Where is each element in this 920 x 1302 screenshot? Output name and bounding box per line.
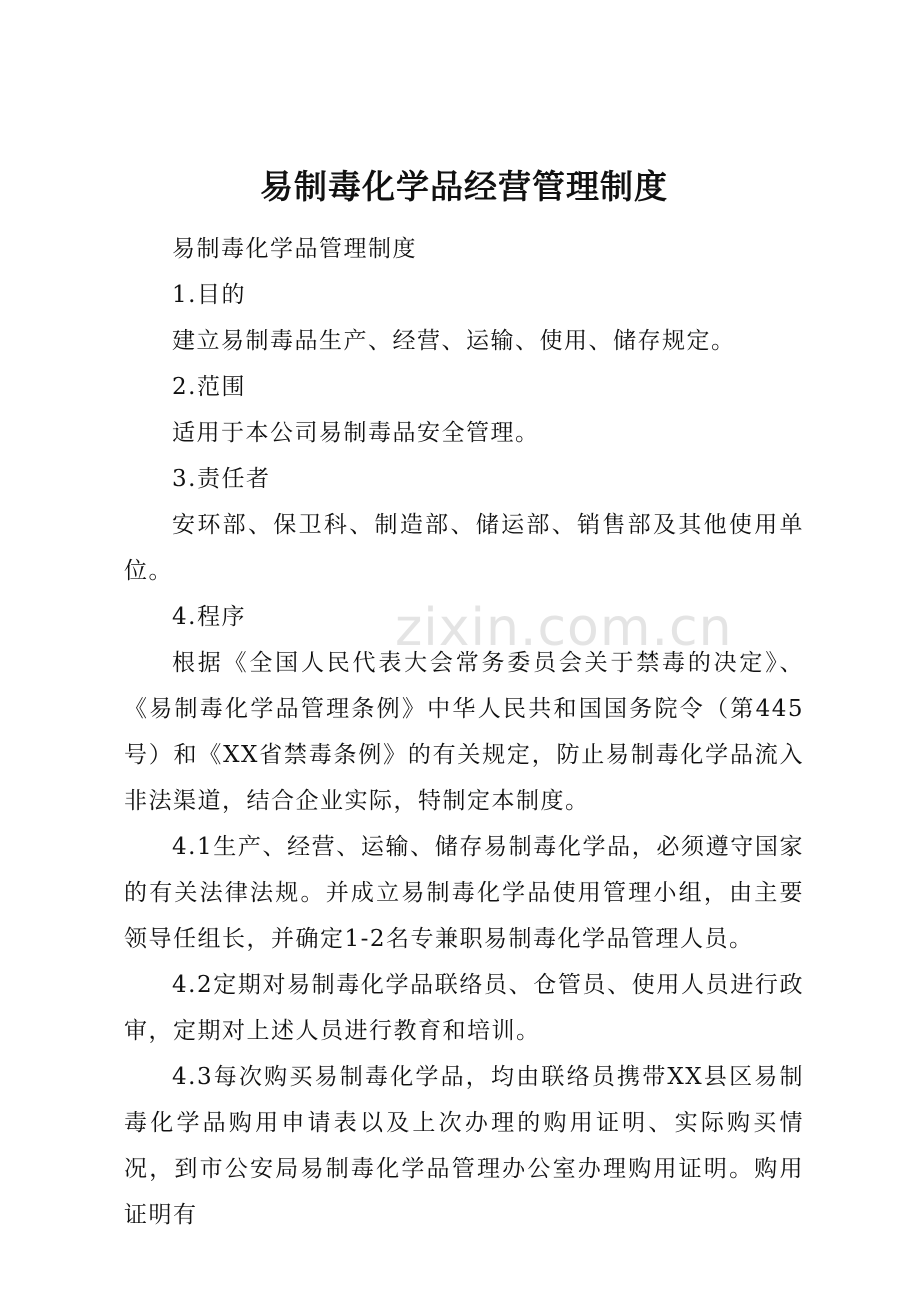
heading-purpose: 1.目的: [172, 282, 246, 308]
document-title: 易制毒化学品经营管理制度: [260, 167, 668, 206]
paragraph-procedure-intro: 根据《全国人民代表大会常务委员会关于禁毒的决定》、《易制毒化学品管理条例》中华人民共和国国务院令（第445号）和《XX省禁毒条例》的有关规定，防止易制毒化学品流入非法渠道，结合企业实际，特制定本制度。: [124, 650, 804, 814]
watermark: zixin.com.cn: [395, 598, 733, 658]
paragraph-scope: 适用于本公司易制毒品安全管理。: [172, 420, 540, 446]
heading-responsible: 3.责任者: [172, 466, 271, 492]
paragraph-4-1: 4.1生产、经营、运输、储存易制毒化学品，必须遵守国家的有关法律法规。并成立易制毒化学品使用管理小组，由主要领导任组长，并确定1-2名专兼职易制毒化学品管理人员。: [124, 834, 804, 952]
paragraph-purpose: 建立易制毒品生产、经营、运输、使用、储存规定。: [172, 328, 736, 354]
paragraph-4-3: 4.3每次购买易制毒化学品，均由联络员携带XX县区易制毒化学品购用申请表以及上次办理的购用证明、实际购买情况，到市公安局易制毒化学品管理办公室办理购用证明。购用证明有: [124, 1064, 804, 1228]
paragraph-responsible: 安环部、保卫科、制造部、储运部、销售部及其他使用单位。: [124, 512, 804, 584]
paragraph-subtitle: 易制毒化学品管理制度: [172, 236, 417, 262]
heading-procedure: 4.程序: [172, 604, 246, 630]
document-body: [124, 162, 804, 1238]
paragraph-4-2: 4.2定期对易制毒化学品联络员、仓管员、使用人员进行政审，定期对上述人员进行教育和培训。: [124, 972, 804, 1044]
heading-scope: 2.范围: [172, 374, 246, 400]
